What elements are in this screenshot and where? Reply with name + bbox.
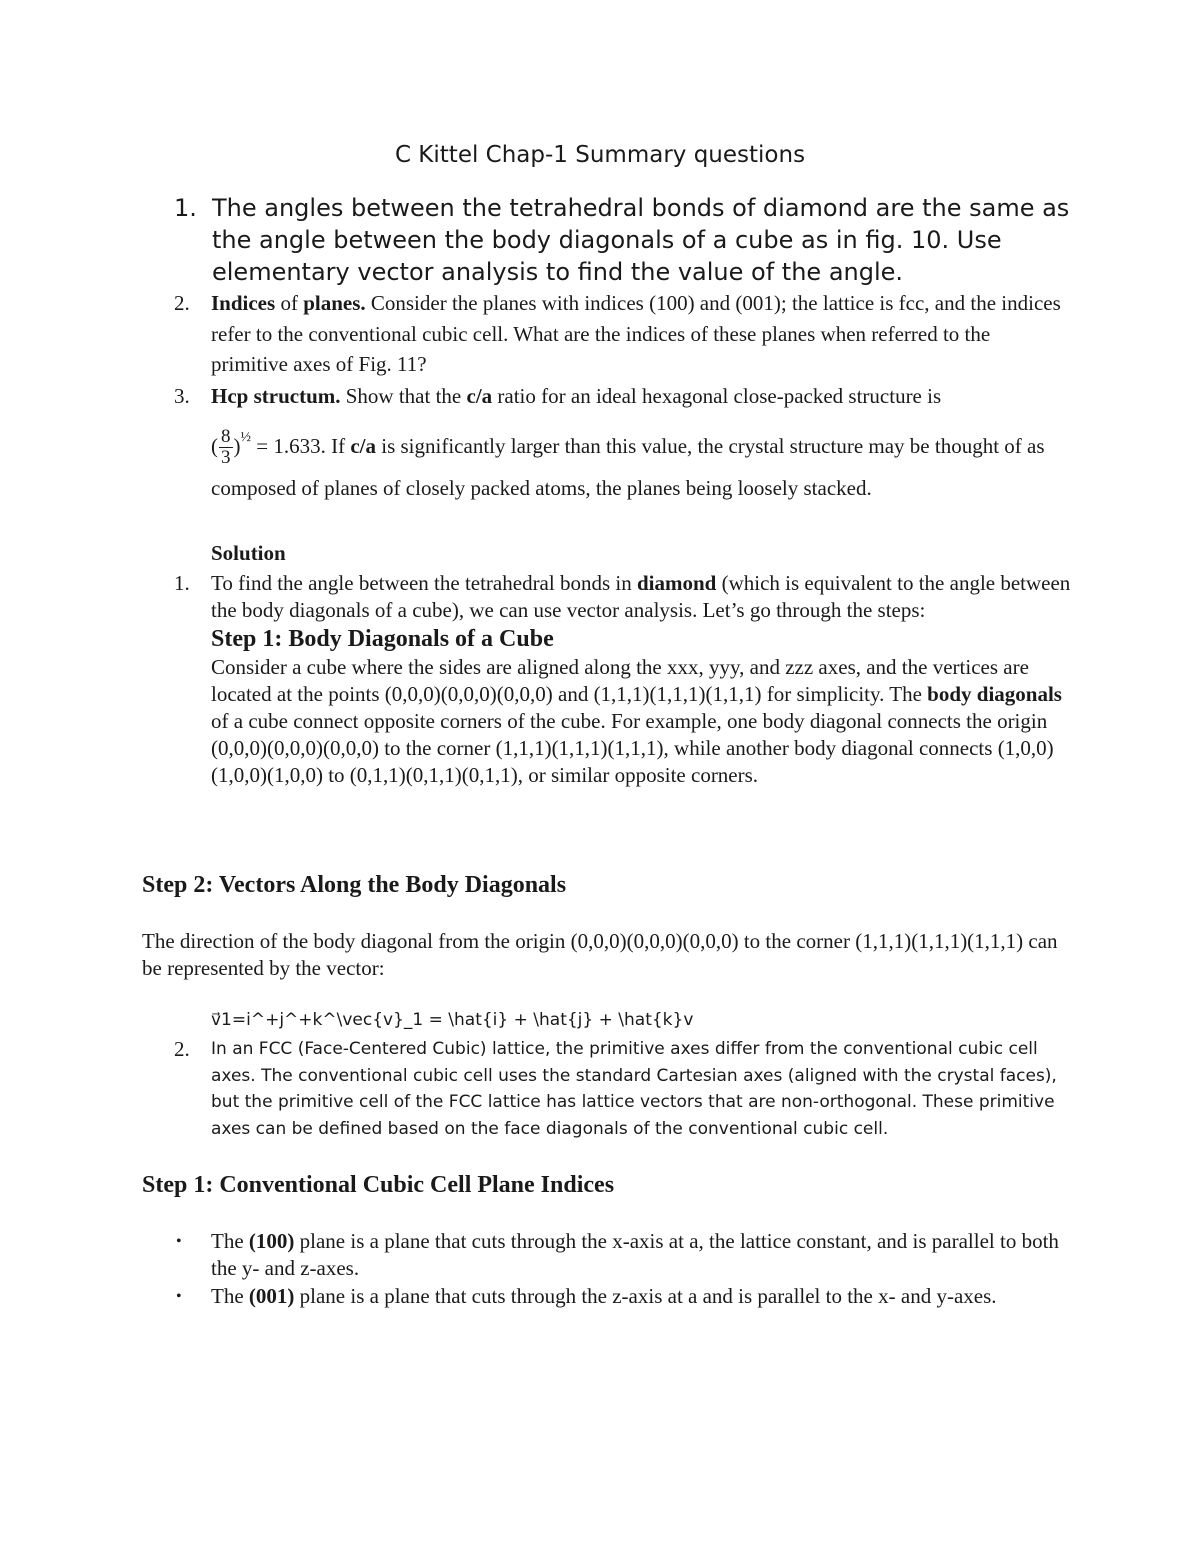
bullet-body: plane is a plane that cuts through the z-axis at a and is parallel to the x- and y-axes. bbox=[294, 1284, 997, 1308]
question-body: Show that the bbox=[340, 384, 467, 408]
bullet-body: The bbox=[211, 1284, 249, 1308]
ratio-formula-line bbox=[211, 418, 1071, 509]
question-number: 2. bbox=[174, 291, 190, 315]
bold-term: (001) bbox=[248, 1284, 295, 1308]
bullet-body: The bbox=[211, 1229, 249, 1253]
step-heading: Step 1: Body Diagonals of a Cube bbox=[211, 626, 554, 652]
question-body: ratio for an ideal hexagonal close-packed structure is bbox=[492, 384, 942, 408]
bullet-body: plane is a plane that cuts through the x-axis at a, the lattice constant, and is parallel to both the y- and z-axes. bbox=[211, 1229, 1059, 1280]
step-heading: Step 2: Vectors Along the Body Diagonals bbox=[142, 872, 567, 898]
page-title: C Kittel Chap-1 Summary questions bbox=[394, 142, 806, 168]
question-heading-joiner: of bbox=[275, 291, 304, 315]
question-text bbox=[211, 288, 1071, 380]
solution-text: In an FCC (Face-Centered Cubic) lattice, the primitive axes differ from the conventional cubic cell axes. The conventional cubic cell uses the standard Cartesian axes (aligned with the crystal faces), but the primitive cell of the FCC lattice has lattice vectors that are non-orthogonal. These primitive axes can be defined based on the face diagonals of the conventional cubic cell. bbox=[211, 1039, 1057, 1139]
ratio-symbol: c/a bbox=[350, 433, 376, 458]
solution-body: of a cube connect opposite corners of the cube. For example, one body diagonal connects the origin (0,0,0)(0,0,0)(0,0,0) to the corner (1,1,1)(1,1,1)(1,1,1), while another body diagonal connects (1,0,0)(1,0,0)(1,0,0) to (0,1,1)(0,1,1)(0,1,1), or similar opposite corners. bbox=[211, 709, 1054, 787]
fraction-numerator: 8 bbox=[221, 426, 231, 448]
question-number: 3. bbox=[174, 384, 190, 408]
bold-term: diamond bbox=[636, 571, 717, 595]
solution-body: (which is equivalent to the angle between the body diagonals of a cube), we can use vector analysis. Let’s go through the steps: bbox=[211, 571, 1071, 622]
paragraph: The direction of the body diagonal from the origin (0,0,0)(0,0,0)(0,0,0) to the corner (1,1,1)(1,1,1)(1,1,1) can be represented by the vector: bbox=[142, 929, 1058, 980]
fraction-denominator: 3 bbox=[221, 447, 231, 469]
bullet-icon: • bbox=[176, 1233, 182, 1250]
solution-number: 1. bbox=[174, 571, 190, 595]
solution-body: Consider a cube where the sides are aligned along the xxx, yyy, and zzz axes, and the vertices are located at the points (0,0,0)(0,0,0)(0,0,0) and (1,1,1)(1,1,1)(1,1,1) for simplicity. The bbox=[211, 655, 1029, 706]
formula-exponent: ½ bbox=[240, 429, 251, 445]
formula-paren: ) bbox=[233, 433, 241, 458]
solution-body: To find the angle between the tetrahedral bonds in bbox=[211, 571, 637, 595]
bold-term: (100) bbox=[248, 1229, 295, 1253]
question-number: 1. bbox=[174, 194, 197, 222]
bullet-text bbox=[211, 1228, 1061, 1282]
question-text: The angles between the tetrahedral bonds of diamond are the same as the angle between the body diagonals of a cube as in fig. 10. Use elementary vector analysis to find the value of the angle. bbox=[212, 194, 1070, 286]
solution-heading: Solution bbox=[211, 541, 286, 565]
formula-paren: ( bbox=[211, 433, 218, 458]
step-heading: Step 1: Conventional Cubic Cell Plane Indices bbox=[142, 1172, 615, 1198]
question-body: = 1.633. If bbox=[251, 433, 351, 458]
vector-formula: v⃗1=i^+j^+k^\vec{v}_1 = \hat{i} + \hat{j} + \hat{k}v bbox=[211, 1010, 694, 1030]
solution-text bbox=[211, 570, 1071, 789]
question-heading: planes. bbox=[303, 291, 366, 315]
bullet-icon: • bbox=[176, 1288, 182, 1305]
ratio-symbol: c/a bbox=[466, 384, 493, 408]
question-body: Consider the planes with indices (100) and (001); the lattice is fcc, and the indices refer to the conventional cubic cell. What are the indices of these planes when referred to the primitive axes of Fig. 11? bbox=[211, 291, 1061, 376]
question-body: is significantly larger than this value, the crystal structure may be thought of as composed of planes of closely packed atoms, the planes being loosely stacked. bbox=[211, 433, 1045, 501]
question-text bbox=[211, 381, 1071, 508]
question-heading: Hcp structum. bbox=[211, 384, 341, 408]
bullet-text bbox=[211, 1283, 1061, 1310]
bold-term: body diagonals bbox=[927, 682, 1062, 706]
solution-number: 2. bbox=[174, 1037, 190, 1061]
question-heading: Indices bbox=[211, 291, 276, 315]
fraction bbox=[219, 427, 233, 468]
